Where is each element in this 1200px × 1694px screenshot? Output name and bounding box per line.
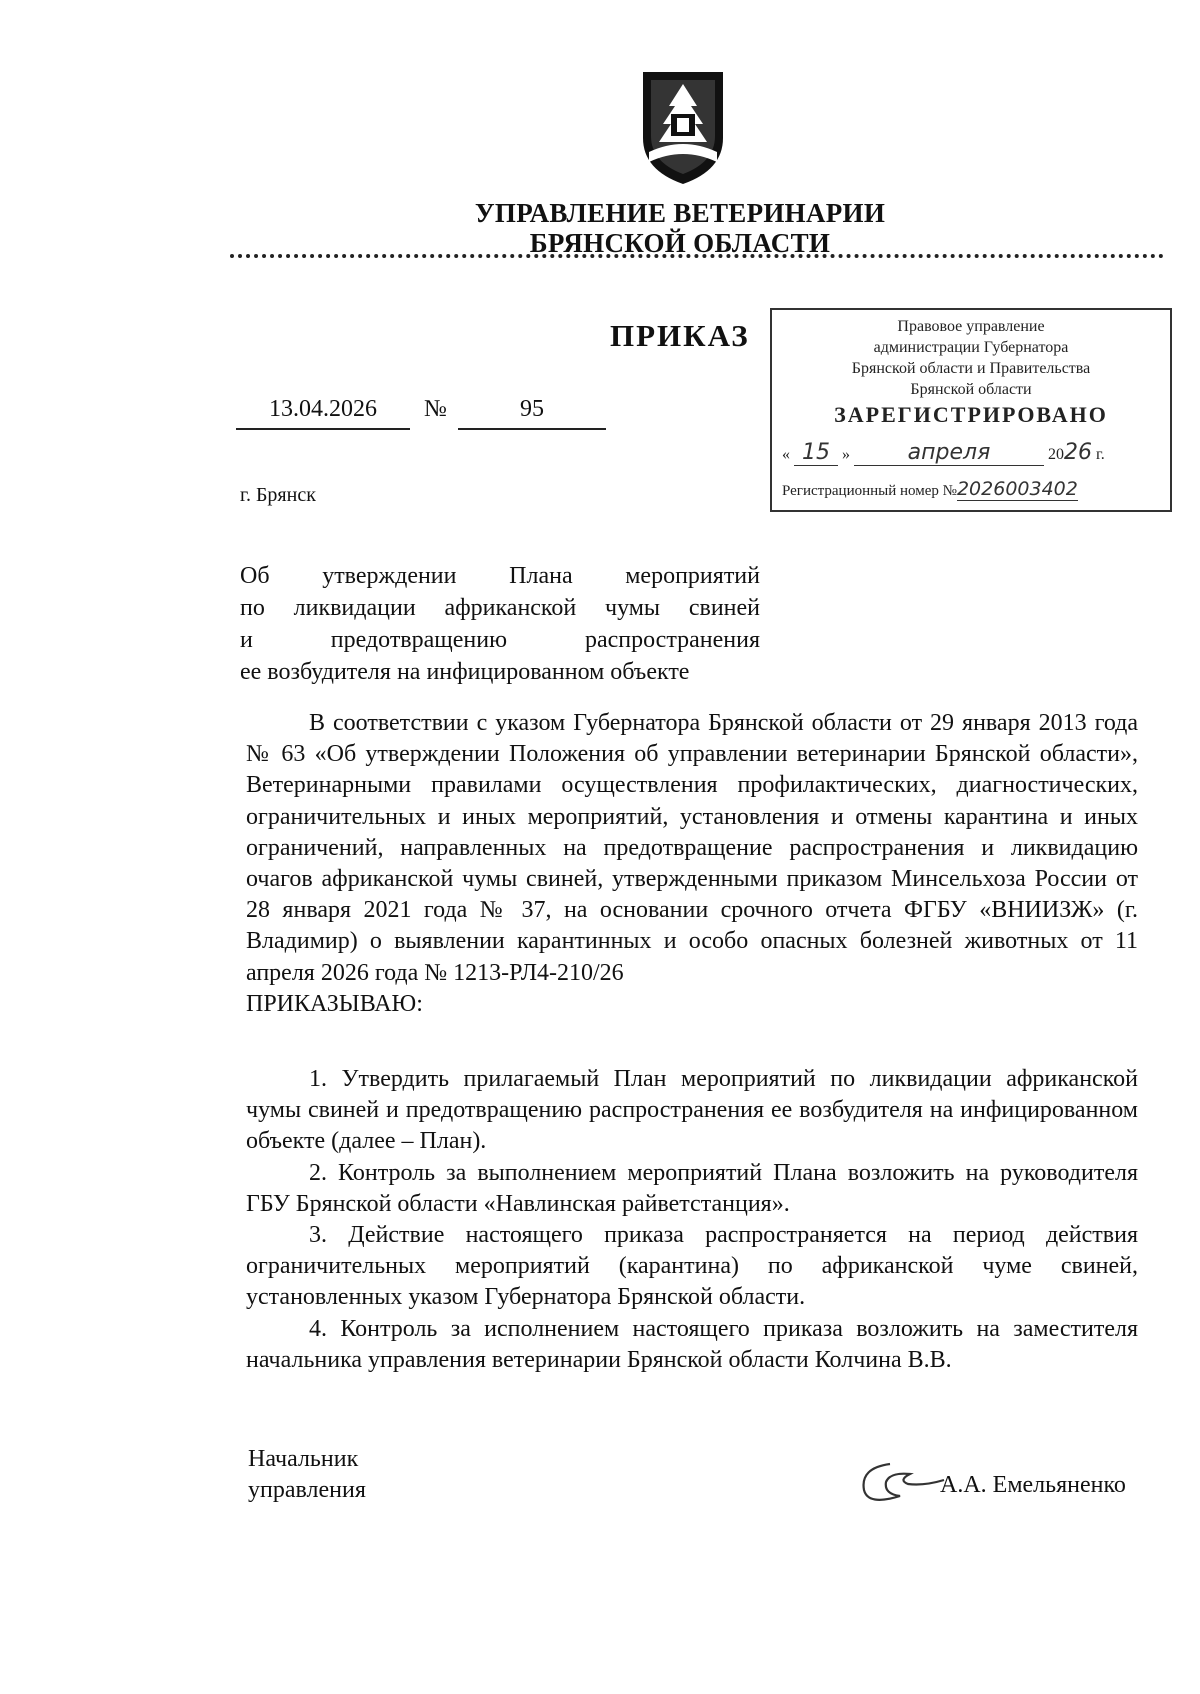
document-subject	[240, 560, 760, 688]
order-item-4: 4. Контроль за исполнением настоящего приказа возложить на заместителя начальника управления ветеринарии Брянской области Колчина В.В.	[246, 1315, 1138, 1373]
agency-name-line1: УПРАВЛЕНИЕ ВЕТЕРИНАРИИ	[474, 198, 886, 228]
order-item-2: 2. Контроль за выполнением мероприятий Плана возложить на руководителя ГБУ Брянской области «Навлинская райветстанция».	[246, 1159, 1138, 1217]
header-divider	[230, 254, 1164, 258]
stamp-year-unit: г.	[1096, 446, 1105, 463]
signatory-title	[248, 1444, 366, 1506]
document-body	[246, 708, 1138, 1376]
stamp-day: 15	[794, 440, 838, 466]
stamp-line: администрации Губернатора	[873, 339, 1069, 356]
coat-of-arms-emblem	[637, 66, 729, 188]
order-item-3: 3. Действие настоящего приказа распространяется на период действия ограничительных мероприятий (карантина) по африканской чуме свиней, установленных указом Губернатора Брянской области.	[246, 1222, 1138, 1311]
document-number-label: №	[424, 396, 447, 422]
signatory-title-line1: Начальник	[248, 1446, 359, 1472]
subject-line: ее возбудителя на инфицированном объекте	[240, 659, 690, 685]
stamp-year-prefix: 20	[1048, 446, 1064, 463]
subject-line: по ликвидации африканской чумы свиней	[240, 595, 760, 621]
document-title: ПРИКАЗ	[610, 318, 750, 353]
signatory-name: А.А. Емельяненко	[940, 1472, 1126, 1498]
stamp-month: апреля	[854, 440, 1044, 466]
order-word: ПРИКАЗЫВАЮ:	[246, 990, 423, 1017]
stamp-reg-row	[782, 478, 1160, 500]
order-item-1: 1. Утвердить прилагаемый План мероприятий по ликвидации африканской чумы свиней и предотвращению распространения ее возбудителя на инфицированном объекте (далее – План).	[246, 1066, 1138, 1155]
preamble-paragraph: В соответствии с указом Губернатора Брянской области от 29 января 2013 года № 63 «Об утверждении Положения об управлении ветеринарии Брянской области», Ветеринарными правилами осуществления профилактических, диагностических, ограничительных и иных мероприятий, установления и отмены карантина и иных ограничений, направленных на предотвращение распространения и ликвидацию очагов африканской чумы свиней, утвержденными приказом Минсельхоза России от 28 января 2021 года № 37, на основании срочного отчета ФГБУ «ВНИИЗЖ» (г. Владимир) о выявлении карантинных и особо опасных болезней животных от 11 апреля 2026 года № 1213-РЛ4-210/26	[246, 710, 1138, 986]
stamp-line: Брянской области и Правительства	[851, 360, 1091, 377]
stamp-line: Правовое управление	[897, 318, 1045, 335]
stamp-status: ЗАРЕГИСТРИРОВАНО	[834, 402, 1108, 427]
stamp-year-suffix: 26	[1064, 440, 1092, 465]
subject-line: Об утверждении Плана мероприятий	[240, 563, 760, 589]
stamp-reg-number: 2026003402	[956, 478, 1078, 500]
stamp-date-row: « 15 » апреля 2026 г.	[782, 440, 1105, 465]
document-number: 95	[458, 396, 606, 430]
stamp-reg-label: Регистрационный номер №	[782, 483, 957, 499]
agency-name-line2: БРЯНСКОЙ ОБЛАСТИ	[529, 228, 831, 258]
signatory-title-line2: управления	[248, 1477, 366, 1503]
stamp-line: Брянской области	[910, 381, 1032, 398]
handwritten-signature	[850, 1450, 950, 1510]
document-city: г. Брянск	[240, 484, 316, 506]
subject-line: и предотвращению распространения	[240, 627, 760, 653]
document-date: 13.04.2026	[236, 396, 410, 430]
registration-stamp	[770, 308, 1172, 512]
